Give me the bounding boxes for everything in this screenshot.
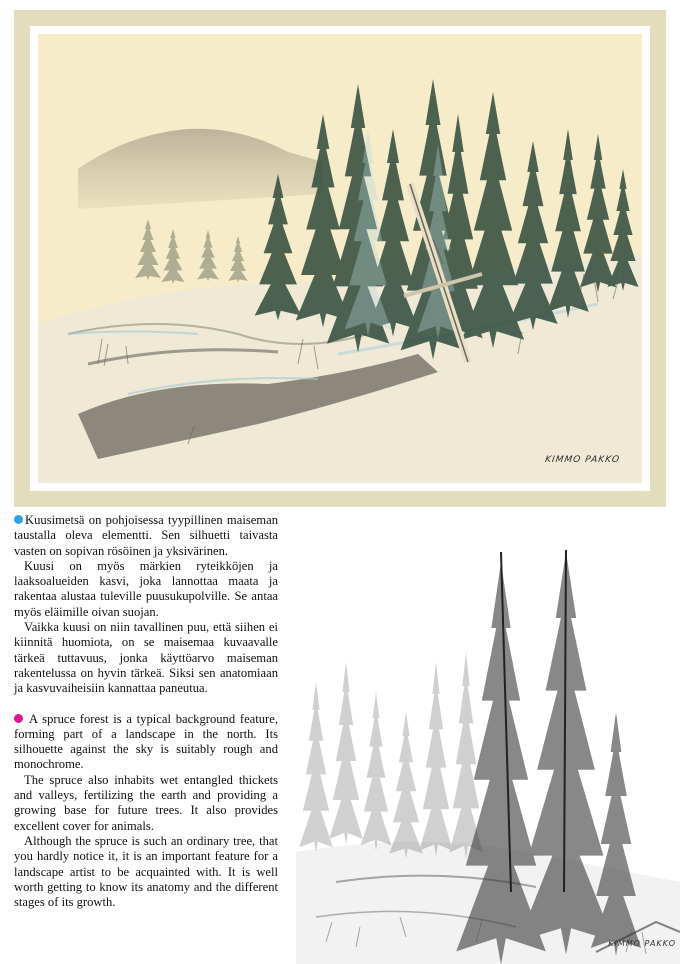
- finnish-paragraph-2: Kuusi on myös märkien ryteikköjen ja laaksoalueiden kasvi, joka lannottaa maata ja rakentaa alustaa tuleville puusukupolville. Se antaa myös eläimille oivan suojan.: [14, 558, 278, 619]
- artist-signature: KIMMO PAKKO: [544, 455, 621, 465]
- english-paragraph-3: Although the spruce is such an ordinary tree, that you hardly notice it, it is an important feature for a landscape artist to be acquainted with. It is well worth getting to know its anatomy and the different stages of its growth.: [14, 833, 278, 910]
- color-illustration: [38, 34, 642, 483]
- pencil-sketch: [296, 522, 680, 964]
- english-paragraph-1: A spruce forest is a typical background feature, forming part of a landscape in the north. Its silhouette against the sky is suitably rough and monochrome.: [14, 711, 278, 772]
- spruce-pencil-drawing: [296, 522, 680, 964]
- sketch-signature: KIMMO PAKKO: [608, 939, 676, 948]
- english-text: [14, 712, 278, 911]
- cyan-dot-icon: [14, 515, 23, 524]
- finnish-paragraph-3: Vaikka kuusi on niin tavallinen puu, että siihen ei kiinnitä huomiota, on se maisemaa kuvaavalle tärkeä tuttavuus, jonka käyttöarvo maiseman rakentelussa on hyvin tärkeä. Siksi sen anatomiaan ja kasvuvaiheisiin kannattaa paneutua.: [14, 620, 278, 696]
- finnish-paragraph-1: Kuusimetsä on pohjoisessa tyypillinen maiseman taustalla oleva elementti. Sen silhuetti taivasta vasten on sopivan rösöinen ja yksivärinen.: [14, 513, 278, 558]
- illustration-mat: [30, 26, 650, 491]
- illustration-frame: [14, 10, 666, 507]
- text-column: [14, 513, 278, 910]
- spruce-winter-drawing: [38, 34, 642, 483]
- magenta-dot-icon: [14, 714, 23, 723]
- finnish-text: [14, 513, 278, 697]
- english-paragraph-2: The spruce also inhabits wet entangled thickets and valleys, fertilizing the earth and providing a growing base for future trees. It also provides excellent cover for animals.: [14, 772, 278, 833]
